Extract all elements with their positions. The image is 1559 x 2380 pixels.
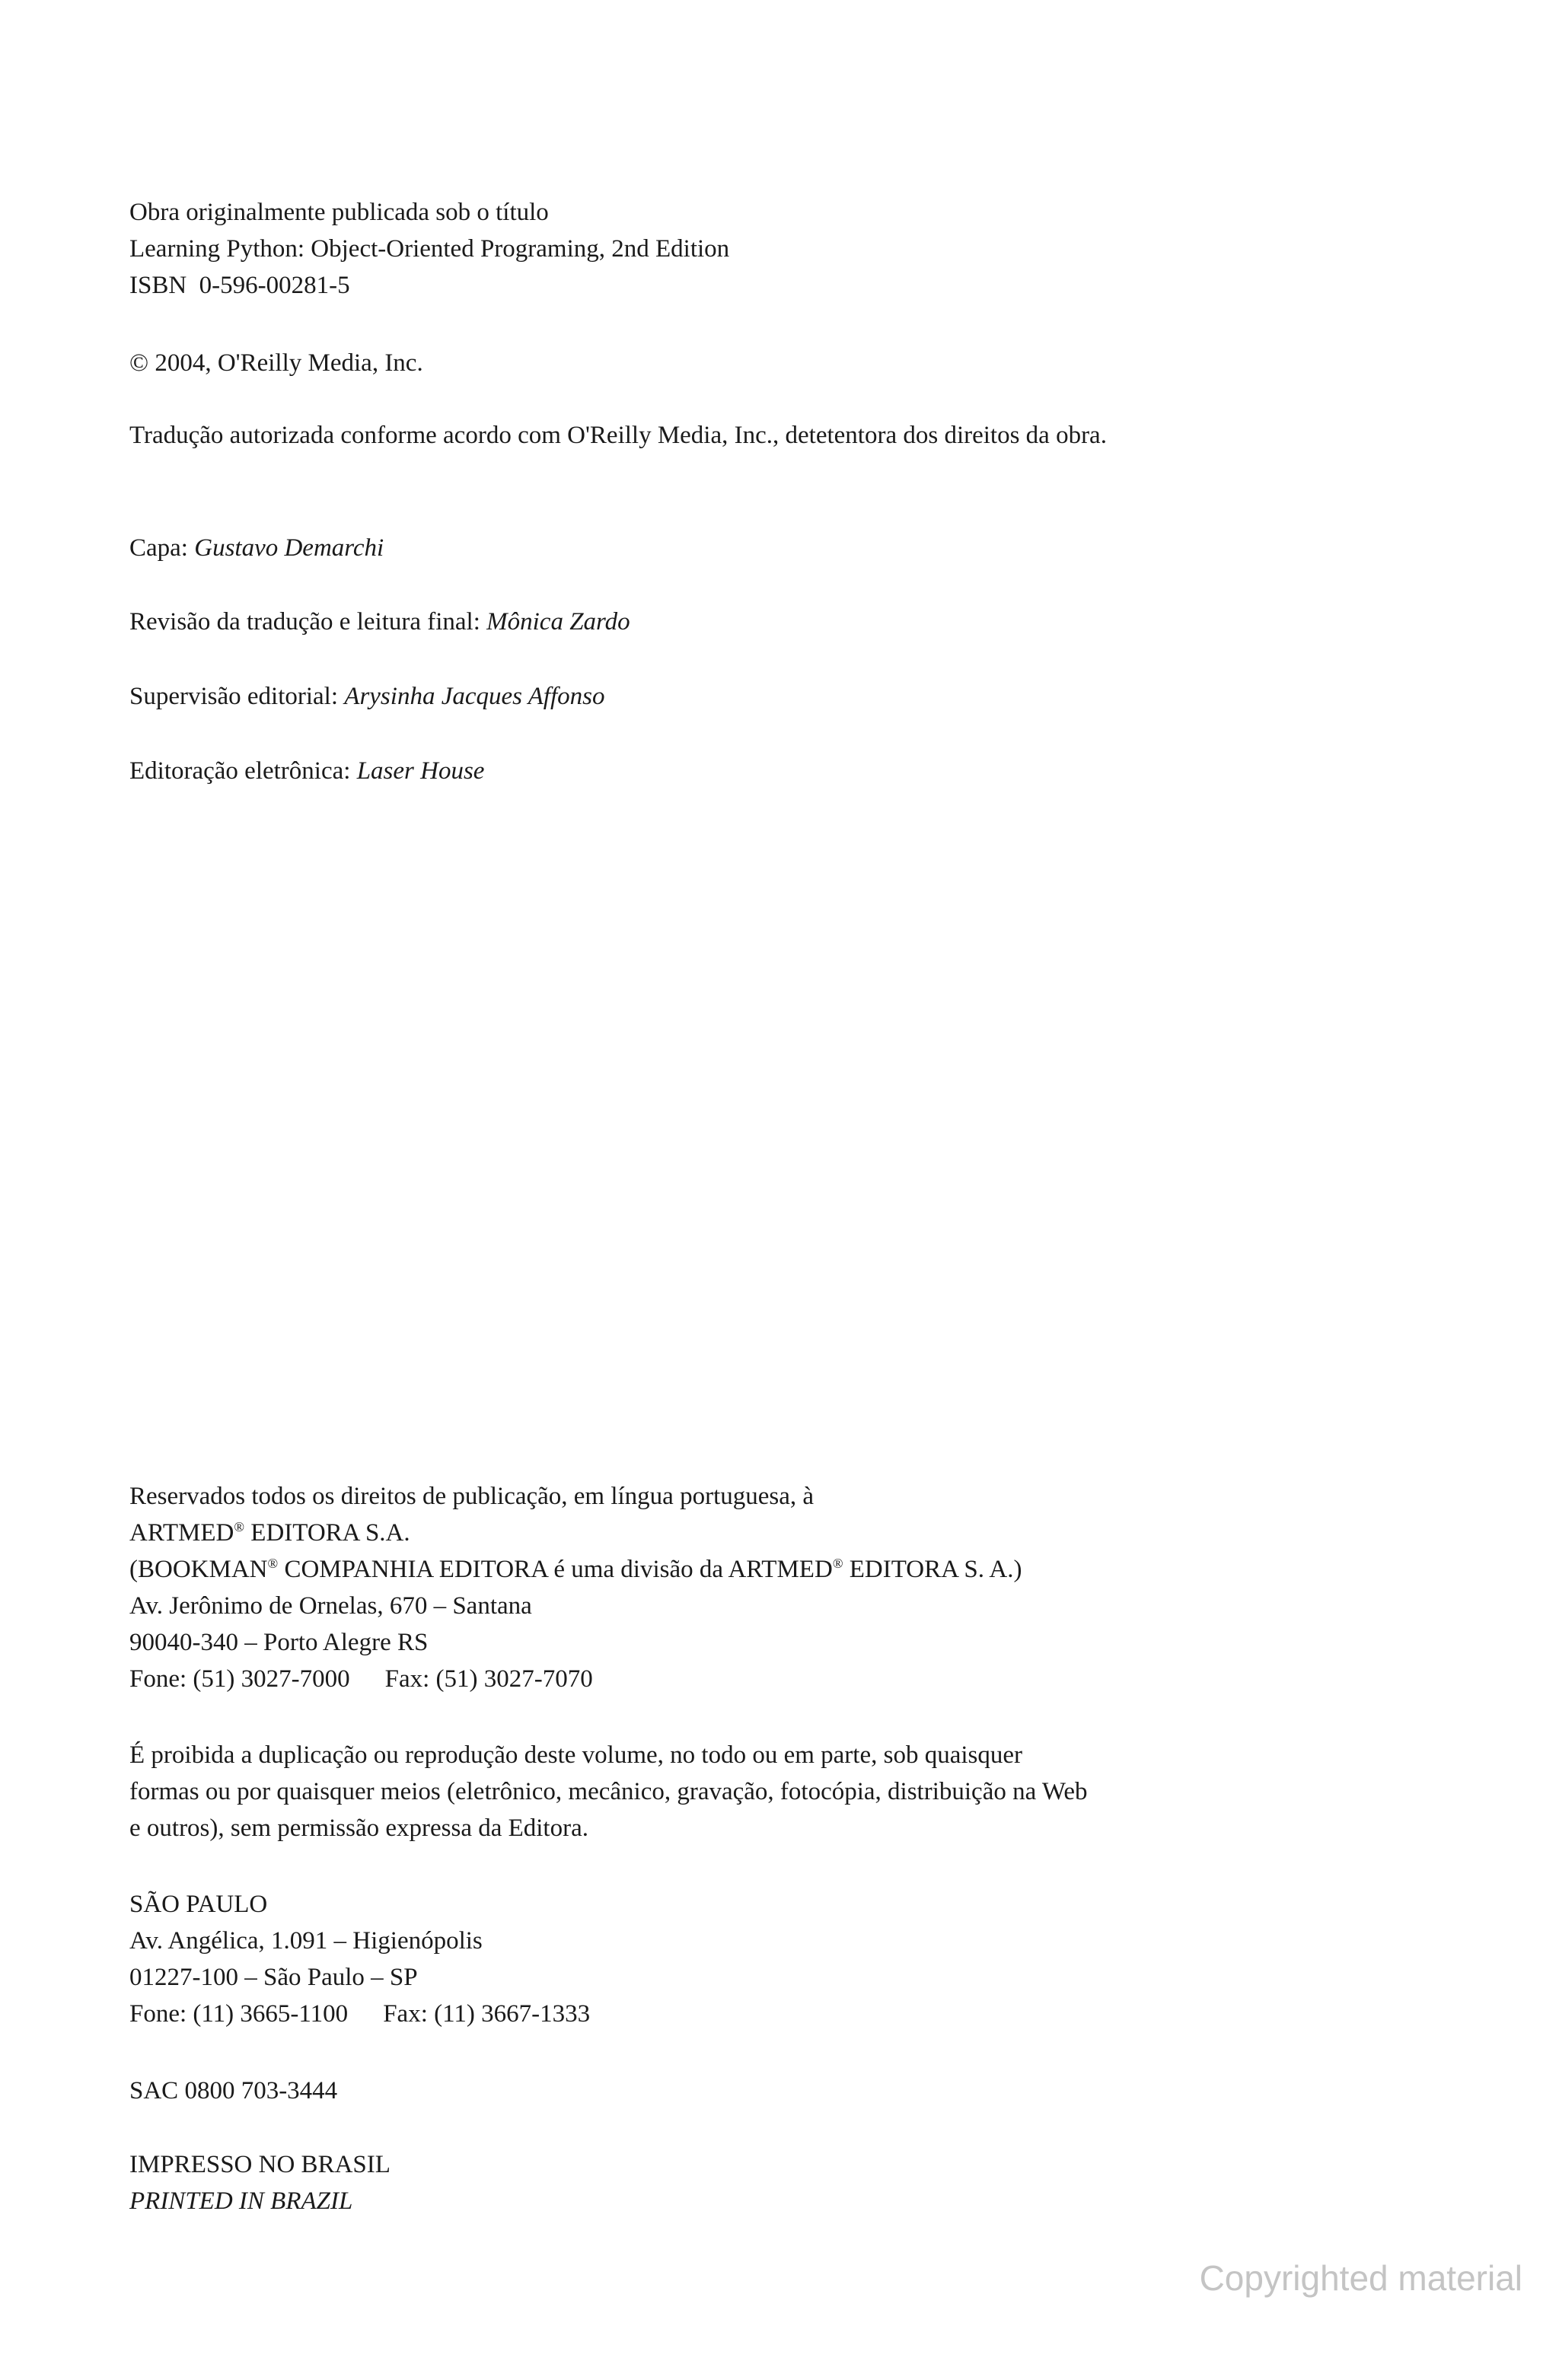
publisher-address: Av. Jerônimo de Ornelas, 670 – Santana: [129, 1592, 532, 1620]
credit-label: Capa:: [129, 534, 195, 562]
prohibition-line: É proibida a duplicação ou reprodução deste volume, no todo ou em parte, sob quaisquer: [129, 1741, 1022, 1769]
original-title-block: [129, 194, 729, 304]
original-book-title: Learning Python: Object-Oriented Programing, 2nd Edition: [129, 235, 730, 263]
translation-line: Tradução autorizada conforme acordo com O'Reilly Media, Inc., detetentora dos direitos da obra.: [129, 422, 1107, 449]
translation-notice: [129, 417, 1107, 454]
credit-name: Laser House: [356, 757, 485, 785]
division-end-text: EDITORA S. A.): [843, 1556, 1022, 1583]
editora-text: EDITORA S.A.: [244, 1519, 410, 1547]
publisher-phone: Fone: (51) 3027-7000: [129, 1665, 350, 1693]
credit-name: Mônica Zardo: [486, 608, 630, 636]
credit-name: Gustavo Demarchi: [194, 534, 384, 562]
credit-layout: [129, 753, 484, 789]
artmed-text: ARTMED: [129, 1519, 234, 1547]
division-text: COMPANHIA EDITORA é uma divisão da ARTMED: [278, 1556, 833, 1583]
registered-mark: ®: [832, 1556, 843, 1571]
prohibition-notice: [129, 1737, 1088, 1846]
isbn: ISBN 0-596-00281-5: [129, 272, 350, 299]
sao-paulo-title: SÃO PAULO: [129, 1891, 268, 1918]
publisher-contact: [129, 1661, 1022, 1697]
publisher-name: [129, 1515, 1022, 1551]
copyright-watermark: Copyrighted material: [1199, 2258, 1522, 2298]
printed-pt: IMPRESSO NO BRASIL: [129, 2151, 391, 2178]
credit-label: Editoração eletrônica:: [129, 757, 357, 785]
rights-line: Reservados todos os direitos de publicação, em língua portuguesa, à: [129, 1483, 815, 1510]
original-title-line: Obra originalmente publicada sob o título: [129, 199, 549, 226]
sao-paulo-address: Av. Angélica, 1.091 – Higienópolis: [129, 1927, 483, 1955]
sao-paulo-fax: Fax: (11) 3667-1333: [383, 2000, 591, 2028]
sao-paulo-city: 01227-100 – São Paulo – SP: [129, 1964, 418, 1991]
printed-block: [129, 2146, 391, 2219]
publisher-block: [129, 1478, 1022, 1697]
credit-supervision: [129, 678, 604, 715]
bookman-text: (BOOKMAN: [129, 1556, 268, 1583]
credit-cover: [129, 530, 384, 566]
prohibition-line: e outros), sem permissão expressa da Editora.: [129, 1814, 588, 1842]
registered-mark: ®: [267, 1556, 279, 1571]
prohibition-line: formas ou por quaisquer meios (eletrônico, mecânico, gravação, fotocópia, distribuição na Web: [129, 1778, 1088, 1805]
sao-paulo-block: [129, 1886, 590, 2032]
sao-paulo-phone: Fone: (11) 3665-1100: [129, 2000, 349, 2028]
sac-block: [129, 2073, 337, 2109]
credit-revision: [129, 604, 630, 640]
publisher-fax: Fax: (51) 3027-7070: [384, 1665, 593, 1693]
credit-label: Supervisão editorial:: [129, 683, 345, 710]
copyright-notice: [129, 345, 423, 381]
sac-line: SAC 0800 703-3444: [129, 2077, 338, 2104]
publisher-city: 90040-340 – Porto Alegre RS: [129, 1629, 429, 1656]
credit-label: Revisão da tradução e leitura final:: [129, 608, 487, 636]
printed-en: PRINTED IN BRAZIL: [129, 2187, 353, 2215]
credit-name: Arysinha Jacques Affonso: [344, 683, 605, 710]
registered-mark: ®: [234, 1519, 245, 1534]
sao-paulo-contact: [129, 1996, 590, 2032]
division-line: [129, 1551, 1022, 1588]
copyright-line: © 2004, O'Reilly Media, Inc.: [129, 349, 423, 377]
